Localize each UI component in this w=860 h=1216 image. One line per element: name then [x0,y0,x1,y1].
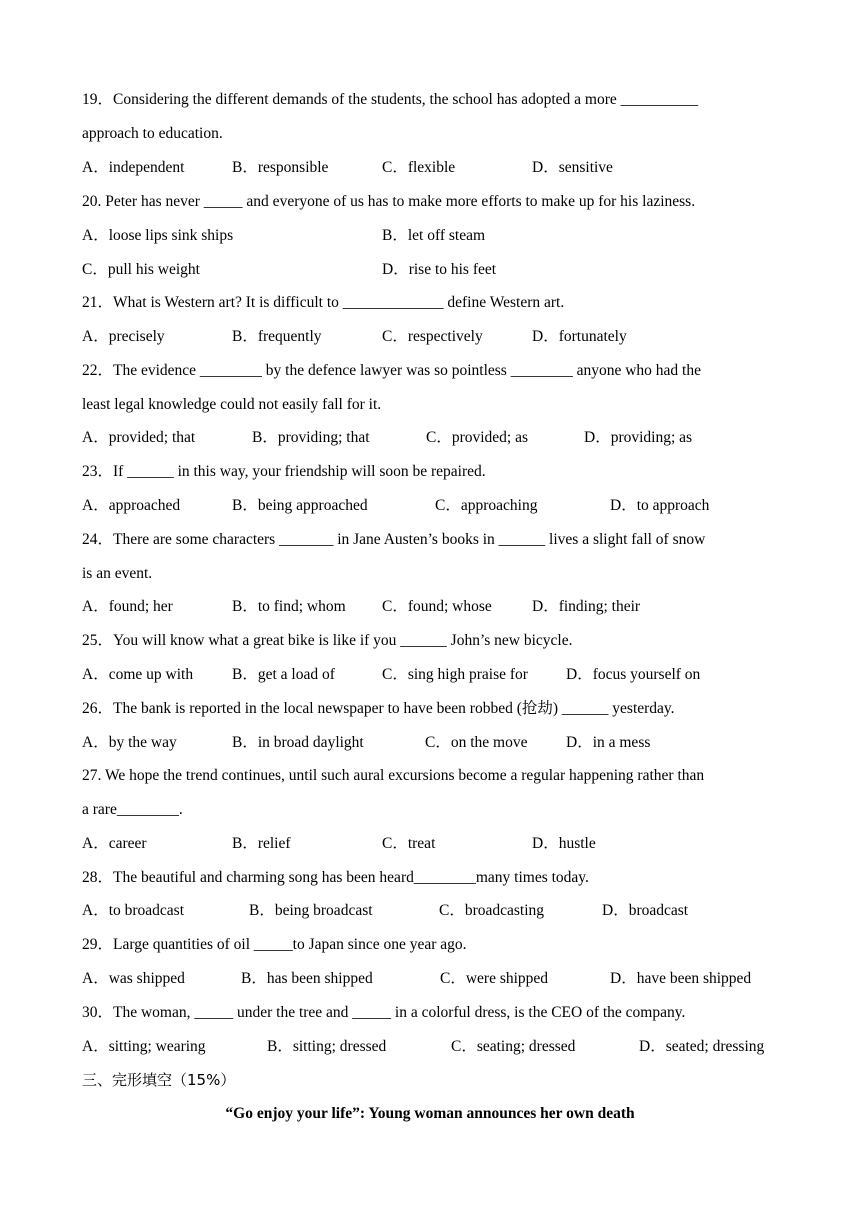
question-24-stem: 24．There are some characters _______ in Jane Austen’s books in ______ lives a slight fall of snow [82,531,706,548]
option-d: D．to approach [610,497,710,514]
option-b: B．providing; that [252,429,370,446]
question-19-stem-cont: approach to education. [82,125,223,142]
question-25-stem: 25．You will know what a great bike is like if you ______ John’s new bicycle. [82,632,573,649]
option-b: B．relief [232,835,291,852]
option-b: B．being approached [232,497,368,514]
option-b: B．frequently [232,328,322,345]
option-d: D．broadcast [602,902,689,919]
question-19-stem: 19．Considering the different demands of the students, the school has adopted a more __________ [82,91,699,108]
question-21-stem: 21．What is Western art? It is difficult to _____________ define Western art. [82,294,565,311]
option-a: A．come up with [82,666,194,683]
option-b: B．being broadcast [249,902,373,919]
option-a: A．independent [82,159,185,176]
option-b: B．let off steam [382,227,486,244]
option-c: C．found; whose [382,598,492,615]
option-d: D．in a mess [566,734,651,751]
option-b: B．in broad daylight [232,734,364,751]
option-c: C．were shipped [440,970,549,987]
option-c: C．seating; dressed [451,1038,576,1055]
option-b: B．responsible [232,159,329,176]
question-27-stem: 27. We hope the trend continues, until such aural excursions become a regular happening rather than [82,767,705,784]
option-d: D．have been shipped [610,970,752,987]
question-26-stem: 26．The bank is reported in the local newspaper to have been robbed (抢劫) ______ yesterday. [82,700,675,717]
option-d: D．finding; their [532,598,641,615]
option-c: C．provided; as [426,429,529,446]
option-b: B．to find; whom [232,598,346,615]
option-a: A．precisely [82,328,165,345]
passage-title: “Go enjoy your life”: Young woman announces her own death [225,1105,635,1122]
option-a: A．loose lips sink ships [82,227,234,244]
option-a: A．approached [82,497,181,514]
option-a: A．was shipped [82,970,185,987]
option-c: C．approaching [435,497,538,514]
option-c: C．pull his weight [82,261,200,278]
option-a: A．sitting; wearing [82,1038,206,1055]
section-heading: 三、完形填空（15%） [82,1071,236,1089]
question-29-stem: 29．Large quantities of oil _____to Japan since one year ago. [82,936,467,953]
option-a: A．to broadcast [82,902,185,919]
question-27-stem-cont: a rare________. [82,801,183,818]
question-24-stem-cont: is an event. [82,565,153,582]
option-a: A．provided; that [82,429,196,446]
question-30-stem: 30．The woman, _____ under the tree and _____ in a colorful dress, is the CEO of the company. [82,1004,686,1021]
option-d: D．hustle [532,835,596,852]
option-a: A．by the way [82,734,177,751]
question-20-stem: 20. Peter has never _____ and everyone of us has to make more efforts to make up for his laziness. [82,193,696,210]
option-c: C．treat [382,835,436,852]
option-d: D．focus yourself on [566,666,701,683]
option-a: A．found; her [82,598,173,615]
option-c: C．sing high praise for [382,666,528,683]
option-c: C．flexible [382,159,456,176]
option-d: D．fortunately [532,328,627,345]
option-c: C．on the move [425,734,528,751]
option-d: D．rise to his feet [382,261,497,278]
option-d: D．sensitive [532,159,613,176]
option-d: D．providing; as [584,429,693,446]
question-28-stem: 28．The beautiful and charming song has been heard________many times today. [82,869,589,886]
option-c: C．respectively [382,328,483,345]
option-b: B．has been shipped [241,970,373,987]
question-22-stem: 22．The evidence ________ by the defence lawyer was so pointless ________ anyone who had the [82,362,701,379]
option-c: C．broadcasting [439,902,545,919]
question-22-stem-cont: least legal knowledge could not easily fall for it. [82,396,382,413]
question-23-stem: 23．If ______ in this way, your friendship will soon be repaired. [82,463,486,480]
option-b: B．get a load of [232,666,335,683]
option-b: B．sitting; dressed [267,1038,387,1055]
option-d: D．seated; dressing [639,1038,765,1055]
option-a: A．career [82,835,147,852]
